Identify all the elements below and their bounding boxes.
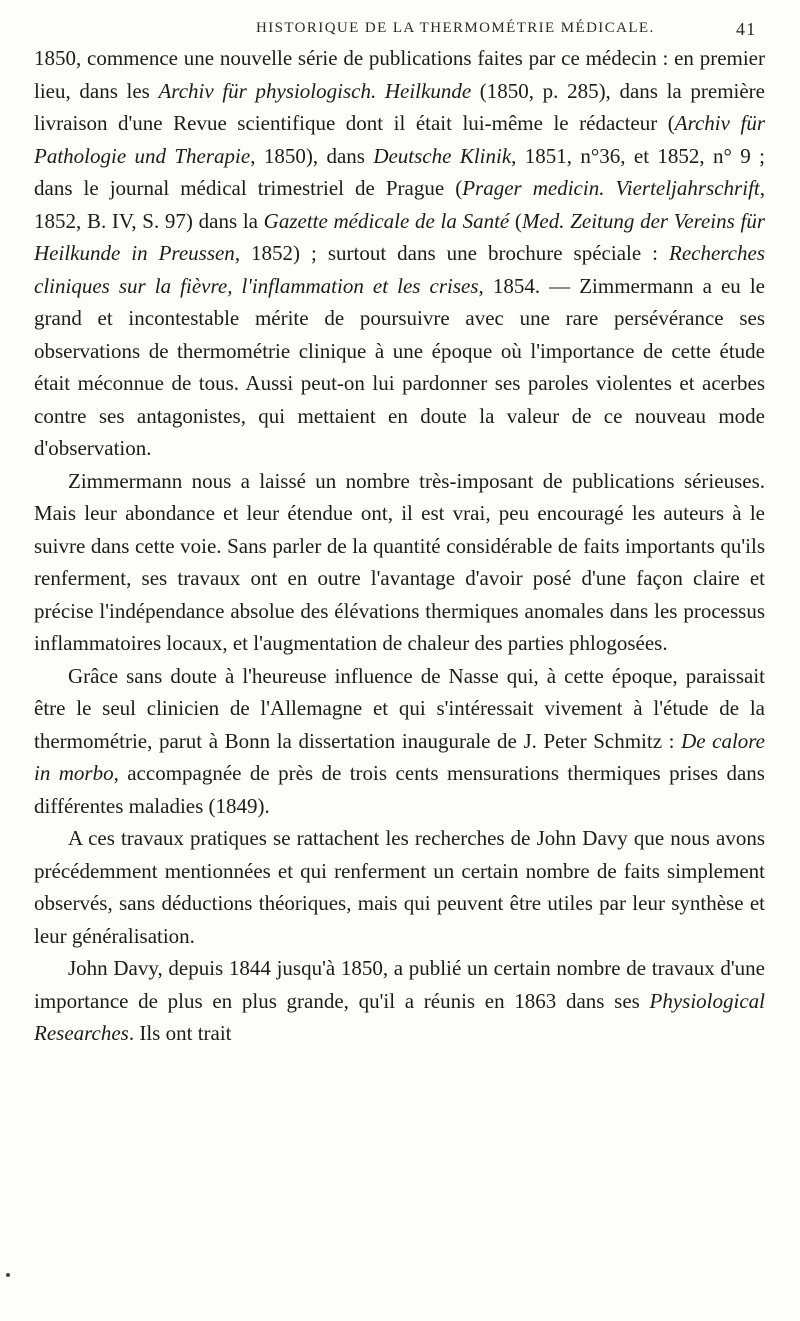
text-run: (1850, p. 285), dans la première livraison d'une Revue scientifique dont il était lui-même le rédacteur ( [34,78,765,135]
text-run: , 1851, n°36, et 1852, n° 9 ; dans le journal médical trimestriel de Prague ( [34,143,765,200]
journal-title: Archiv für physiologisch. Heilkunde [158,78,472,103]
work-title: Physiological Researches [34,988,765,1045]
journal-title: Deutsche Klinik [373,143,512,168]
text-run: ( [509,208,522,233]
text-run: John Davy, depuis 1844 jusqu'à 1850, a publié un certain nombre de travaux d'une importance de plus en plus grande, qu'il a réunis en 1863 dans ses [34,956,765,1013]
paragraph-4: A ces travaux pratiques se rattachent les recherches de John Davy que nous avons précédemment mentionnées et qui renferment un certain nombre de faits simplement observés, sans déductions théoriques, mais qui peuvent être utiles par leur synthèse et leur généralisation. [34,826,765,948]
journal-title: Archiv für Pathologie und Therapie [34,111,765,168]
running-title: HISTORIQUE DE LA THERMOMÉTRIE MÉDICALE. [256,20,655,36]
text-run: , 1854. — Zimmermann a eu le grand et incontestable mérite de poursuivre avec une rare persévérance ses observations de thermométrie clinique à une époque où l'importance de cette étude était méconnue de tous. Aussi peut-on lui pardonner ses paroles violentes et acerbes contre ses antagonistes, qui mettaient en doute la valeur de ce nouveau mode d'observation. [34,273,765,460]
margin-dot [6,1273,10,1277]
text-run: , 1852) ; surtout dans une brochure spéciale : [234,241,669,265]
text-run: , 1852, B. IV, S. 97) dans la [34,176,765,233]
page-number: 41 [736,19,757,39]
paragraph-1 [34,42,765,465]
work-title: De calore in morbo [34,728,766,785]
text-run: , accompagnée de près de trois cents mensurations thermiques prises dans différentes maladies (1849). [34,761,765,818]
paragraph-2: Zimmermann nous a laissé un nombre très-imposant de publications sérieuses. Mais leur abondance et leur étendue ont, il est vrai, peu encouragé les auteurs à le suivre dans cette voie. Sans parler de la quantité considérable de faits importants qu'ils renferment, ses travaux ont en outre l'avantage d'avoir posé d'une façon claire et précise l'indépendance absolue des élévations thermiques anomales dans les processus inflammatoires locaux, et l'augmentation de chaleur des parties phlogosées. [34,468,765,655]
journal-title: Prager medicin. Vierteljahrschrift [462,176,760,200]
work-title: Recherches cliniques sur la fièvre, l'inflammation et les crises [34,241,765,298]
text-run: , 1850), dans [250,143,374,168]
text-run: Grâce sans doute à l'heureuse influence de Nasse qui, à cette époque, paraissait être le seul clinicien de l'Allemagne et qui s'intéressait vivement à l'étude de la thermométrie, parut à Bonn la dissertation inaugurale de J. Peter Schmitz : [34,663,765,753]
running-header [0,14,800,44]
paragraph-3 [34,660,765,823]
journal-title: Gazette médicale de la Santé [263,208,510,233]
text-run: 1850, commence une nouvelle série de publications faites par ce médecin : en premier lieu, dans les [34,46,765,103]
paragraph-5 [34,952,765,1050]
journal-title: Med. Zeitung der Vereins für Heilkunde in Preussen [34,208,766,265]
body-text [34,42,765,1050]
text-run: . Ils ont trait [128,1021,232,1045]
